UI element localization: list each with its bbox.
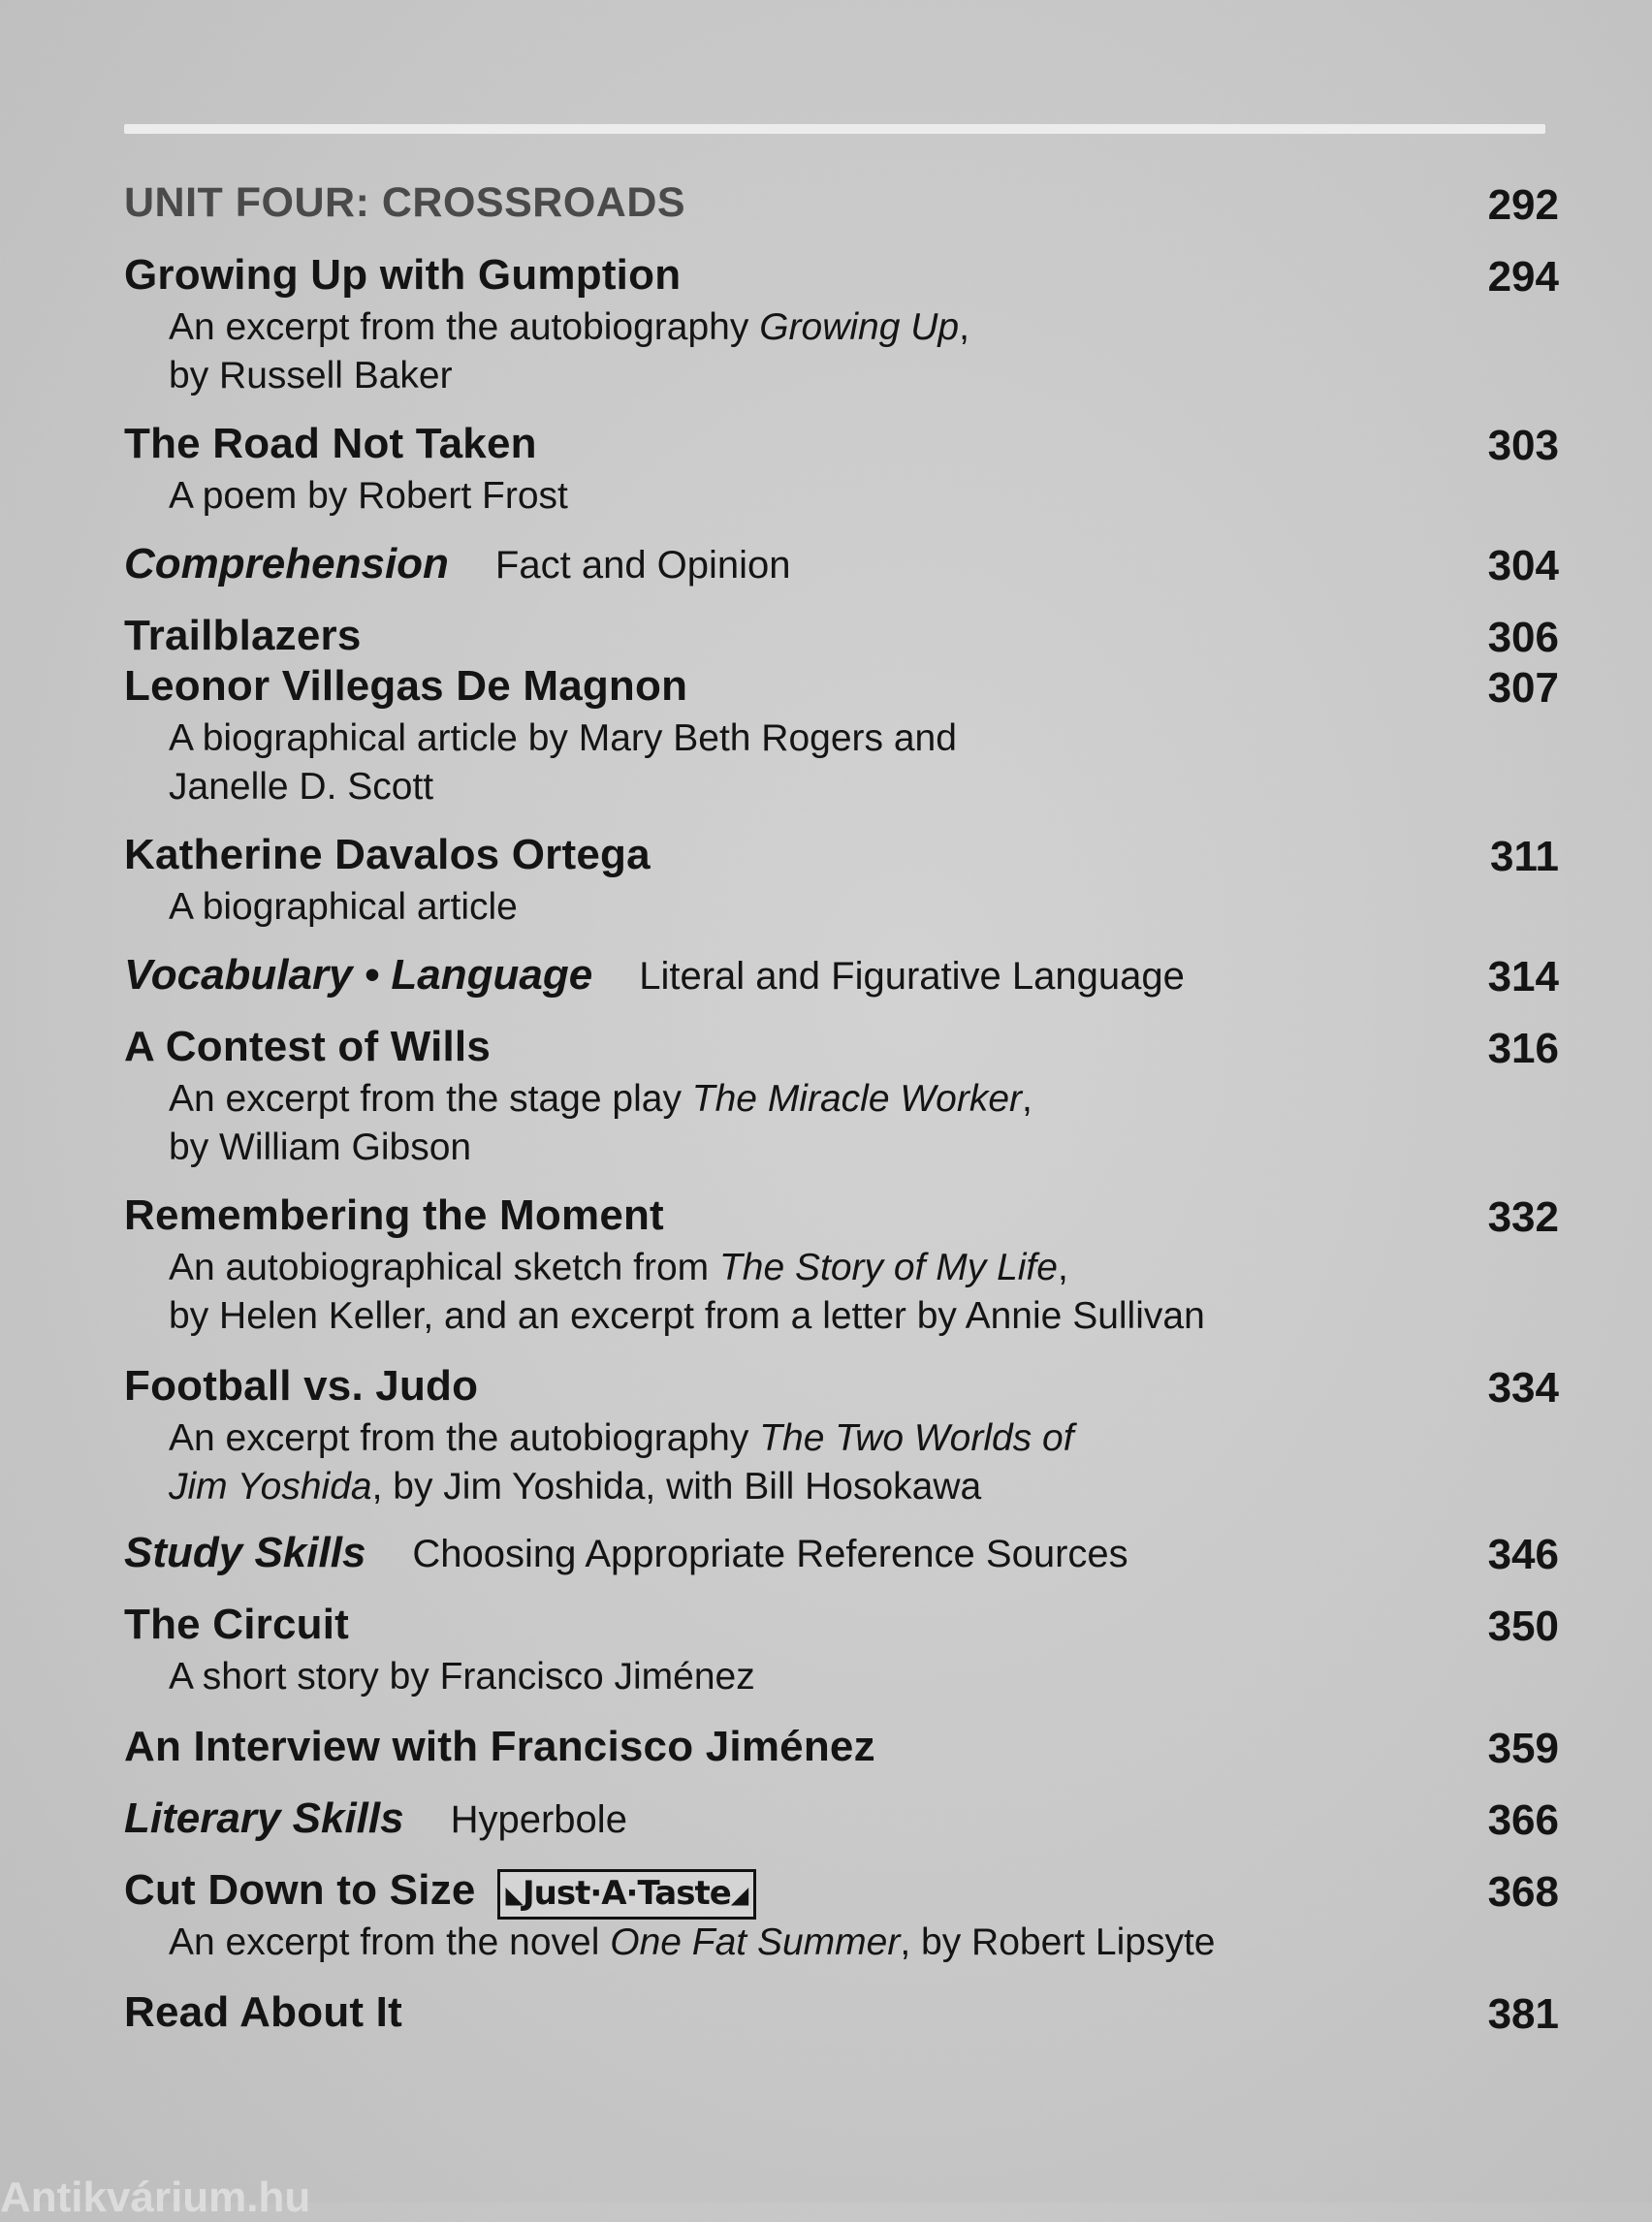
entry-description: A biographical article by Mary Beth Rogers and [169,717,957,759]
entry-title[interactable]: Read About It [124,1988,402,2036]
entry-title[interactable]: Cut Down to Size [124,1866,476,1914]
skill-entry[interactable] [124,1794,1559,1866]
toc-entry[interactable] [124,1601,1559,1723]
entry-description: An excerpt from the autobiography The Two Worlds of [169,1417,1074,1459]
entry-description-line2: by Russell Baker [169,355,453,397]
entry-page-number: 366 [1487,1796,1559,1844]
skill-subtitle: Literal and Figurative Language [639,955,1185,998]
entry-page-number: 381 [1487,1990,1559,2038]
entry-title[interactable]: Leonor Villegas De Magnon [124,662,688,710]
entry-description-line2: Janelle D. Scott [169,766,434,808]
entry-page-number: 334 [1487,1364,1559,1412]
badge-mark-left-icon: ◣ [505,1881,523,1909]
entry-title[interactable]: A Contest of Wills [124,1023,492,1070]
toc-entry[interactable] [124,1023,1559,1191]
skill-subtitle: Hyperbole [450,1798,627,1841]
entry-description: An excerpt from the stage play The Miracle Worker, [169,1078,1032,1120]
skill-title[interactable]: Literary Skills [124,1794,404,1842]
entry-description: An excerpt from the novel One Fat Summer, by Robert Lipsyte [169,1921,1216,1963]
entry-page-number: 332 [1487,1193,1559,1241]
toc-entry[interactable] [124,831,1559,951]
toc-entry[interactable] [124,1362,1559,1529]
toc-entry[interactable] [124,1191,1559,1362]
entry-title[interactable]: The Road Not Taken [124,420,537,467]
toc-entry[interactable] [124,1723,1559,1794]
entry-description: A poem by Robert Frost [169,475,568,517]
entry-page-number: 346 [1487,1531,1559,1578]
entry-description: A short story by Francisco Jiménez [169,1656,755,1698]
badge-mark-right-icon: ◢ [730,1881,748,1909]
skill-subtitle: Choosing Appropriate Reference Sources [412,1533,1128,1575]
skill-title[interactable]: Study Skills [124,1529,366,1576]
skill-subtitle: Fact and Opinion [494,544,791,587]
entry-description: An excerpt from the autobiography Growing Up, [169,306,969,348]
entry-title[interactable]: Football vs. Judo [124,1362,479,1410]
entry-page-number: 307 [1487,664,1559,712]
entry-description: A biographical article [169,886,518,928]
entry-title[interactable]: Katherine Davalos Ortega [124,831,651,878]
watermark: Antikvárium.hu [0,2174,311,2221]
entry-title[interactable]: Remembering the Moment [124,1191,664,1239]
unit-page-number: 292 [1487,181,1559,229]
unit-title: UNIT FOUR: CROSSROADS [124,179,686,226]
entry-page-number: 314 [1487,953,1559,1000]
skill-title[interactable]: Vocabulary • Language [124,951,593,999]
toc-entry[interactable] [124,251,1559,420]
toc-entry[interactable] [124,1988,1559,2047]
entry-page-number: 368 [1487,1868,1559,1916]
skill-entry[interactable] [124,1529,1559,1601]
entry-title[interactable]: Growing Up with Gumption [124,251,682,299]
toc-entry[interactable] [124,662,1559,831]
entry-page-number: 350 [1487,1603,1559,1650]
entry-title[interactable]: Trailblazers [124,612,362,659]
entry-page-number: 316 [1487,1025,1559,1072]
unit-heading [124,179,1559,251]
skill-entry[interactable] [124,540,1559,612]
toc-entry[interactable] [124,612,1559,662]
entry-page-number: 311 [1490,833,1559,880]
entry-page-number: 304 [1487,542,1559,589]
just-a-taste-badge: ◣Just·A·Taste◢ [497,1869,757,1920]
entry-description: An autobiographical sketch from The Story of My Life, [169,1247,1068,1288]
entry-description-line2: by William Gibson [169,1127,472,1168]
entry-title[interactable]: The Circuit [124,1601,349,1648]
top-divider [124,124,1545,134]
entry-title[interactable]: An Interview with Francisco Jiménez [124,1723,875,1770]
skill-entry[interactable] [124,951,1559,1023]
skill-title[interactable]: Comprehension [124,540,449,587]
entry-page-number: 303 [1487,422,1559,469]
entry-page-number: 306 [1487,614,1559,661]
toc-entry[interactable] [124,420,1559,540]
entry-page-number: 294 [1487,253,1559,301]
entry-page-number: 359 [1487,1725,1559,1772]
entry-description-line2: by Helen Keller, and an excerpt from a letter by Annie Sullivan [169,1295,1205,1337]
table-of-contents [124,179,1559,2047]
entry-description-line2: Jim Yoshida, by Jim Yoshida, with Bill Hosokawa [169,1466,982,1508]
toc-entry[interactable] [124,1866,1559,1988]
